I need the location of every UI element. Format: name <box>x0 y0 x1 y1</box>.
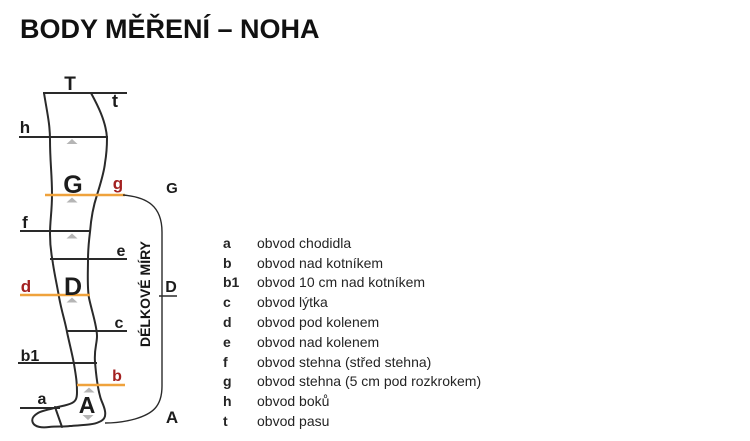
legend-key: f <box>223 353 228 370</box>
marker-triangle-f <box>67 234 78 239</box>
legend-item-b1 <box>223 273 603 293</box>
legend-item-d <box>223 312 603 332</box>
bracket-label-G: G <box>166 180 178 197</box>
legend-key: b1 <box>223 274 240 291</box>
legend-key: h <box>223 393 232 410</box>
marker-triangle-h <box>67 139 78 144</box>
length-bracket <box>105 195 162 423</box>
legend-key: b <box>223 254 232 271</box>
legend-label: obvod nad kolenem <box>257 333 380 350</box>
legend-key: g <box>223 373 232 390</box>
legend-label: obvod pasu <box>257 413 330 430</box>
legend-item-h <box>223 391 603 411</box>
label-D-large: D <box>63 273 83 301</box>
bracket-label-A: A <box>165 408 179 427</box>
legend-item-f <box>223 352 603 372</box>
label-h: h <box>19 118 31 137</box>
legend-key: a <box>223 234 231 251</box>
legend-key: d <box>223 314 232 331</box>
legend-item-t <box>223 411 603 431</box>
label-e: e <box>116 243 126 260</box>
label-T: T <box>64 74 76 95</box>
label-d-highlight: d <box>20 277 32 296</box>
bracket-label-D: D <box>165 279 177 296</box>
legend-label: obvod nad kotníkem <box>257 254 384 271</box>
legend-label: obvod stehna (střed stehna) <box>257 353 432 370</box>
length-axis-label: DÉLKOVÉ MÍRY <box>137 240 153 348</box>
legend-item-g <box>223 372 603 392</box>
measurement-legend <box>223 233 603 431</box>
legend-item-a <box>223 233 603 253</box>
legend-key: c <box>223 294 231 311</box>
legend-label: obvod lýtka <box>257 294 328 311</box>
legend-label: obvod chodidla <box>257 234 352 251</box>
legend-key: t <box>223 413 228 430</box>
legend-label: obvod 10 cm nad kotníkem <box>257 274 426 291</box>
foot-toecap-line <box>55 407 62 427</box>
label-a: a <box>37 391 47 408</box>
label-t: t <box>112 91 118 111</box>
legend-label: obvod stehna (5 cm pod rozkrokem) <box>257 373 482 390</box>
label-b-highlight: b <box>112 368 122 385</box>
leg-measurement-diagram <box>0 0 210 441</box>
label-c: c <box>114 315 124 332</box>
legend-item-e <box>223 332 603 352</box>
label-g-highlight: g <box>112 174 124 193</box>
page-title: BODY MĚŘENÍ – NOHA <box>20 14 320 44</box>
label-b1: b1 <box>20 348 40 365</box>
legend-item-c <box>223 292 603 312</box>
label-A-large: A <box>78 392 96 418</box>
label-f: f <box>22 213 28 232</box>
legend-key: e <box>223 333 231 350</box>
legend-label: obvod boků <box>257 393 330 410</box>
legend-label: obvod pod kolenem <box>257 314 380 331</box>
label-G-large: G <box>63 171 83 199</box>
legend-item-b <box>223 253 603 273</box>
